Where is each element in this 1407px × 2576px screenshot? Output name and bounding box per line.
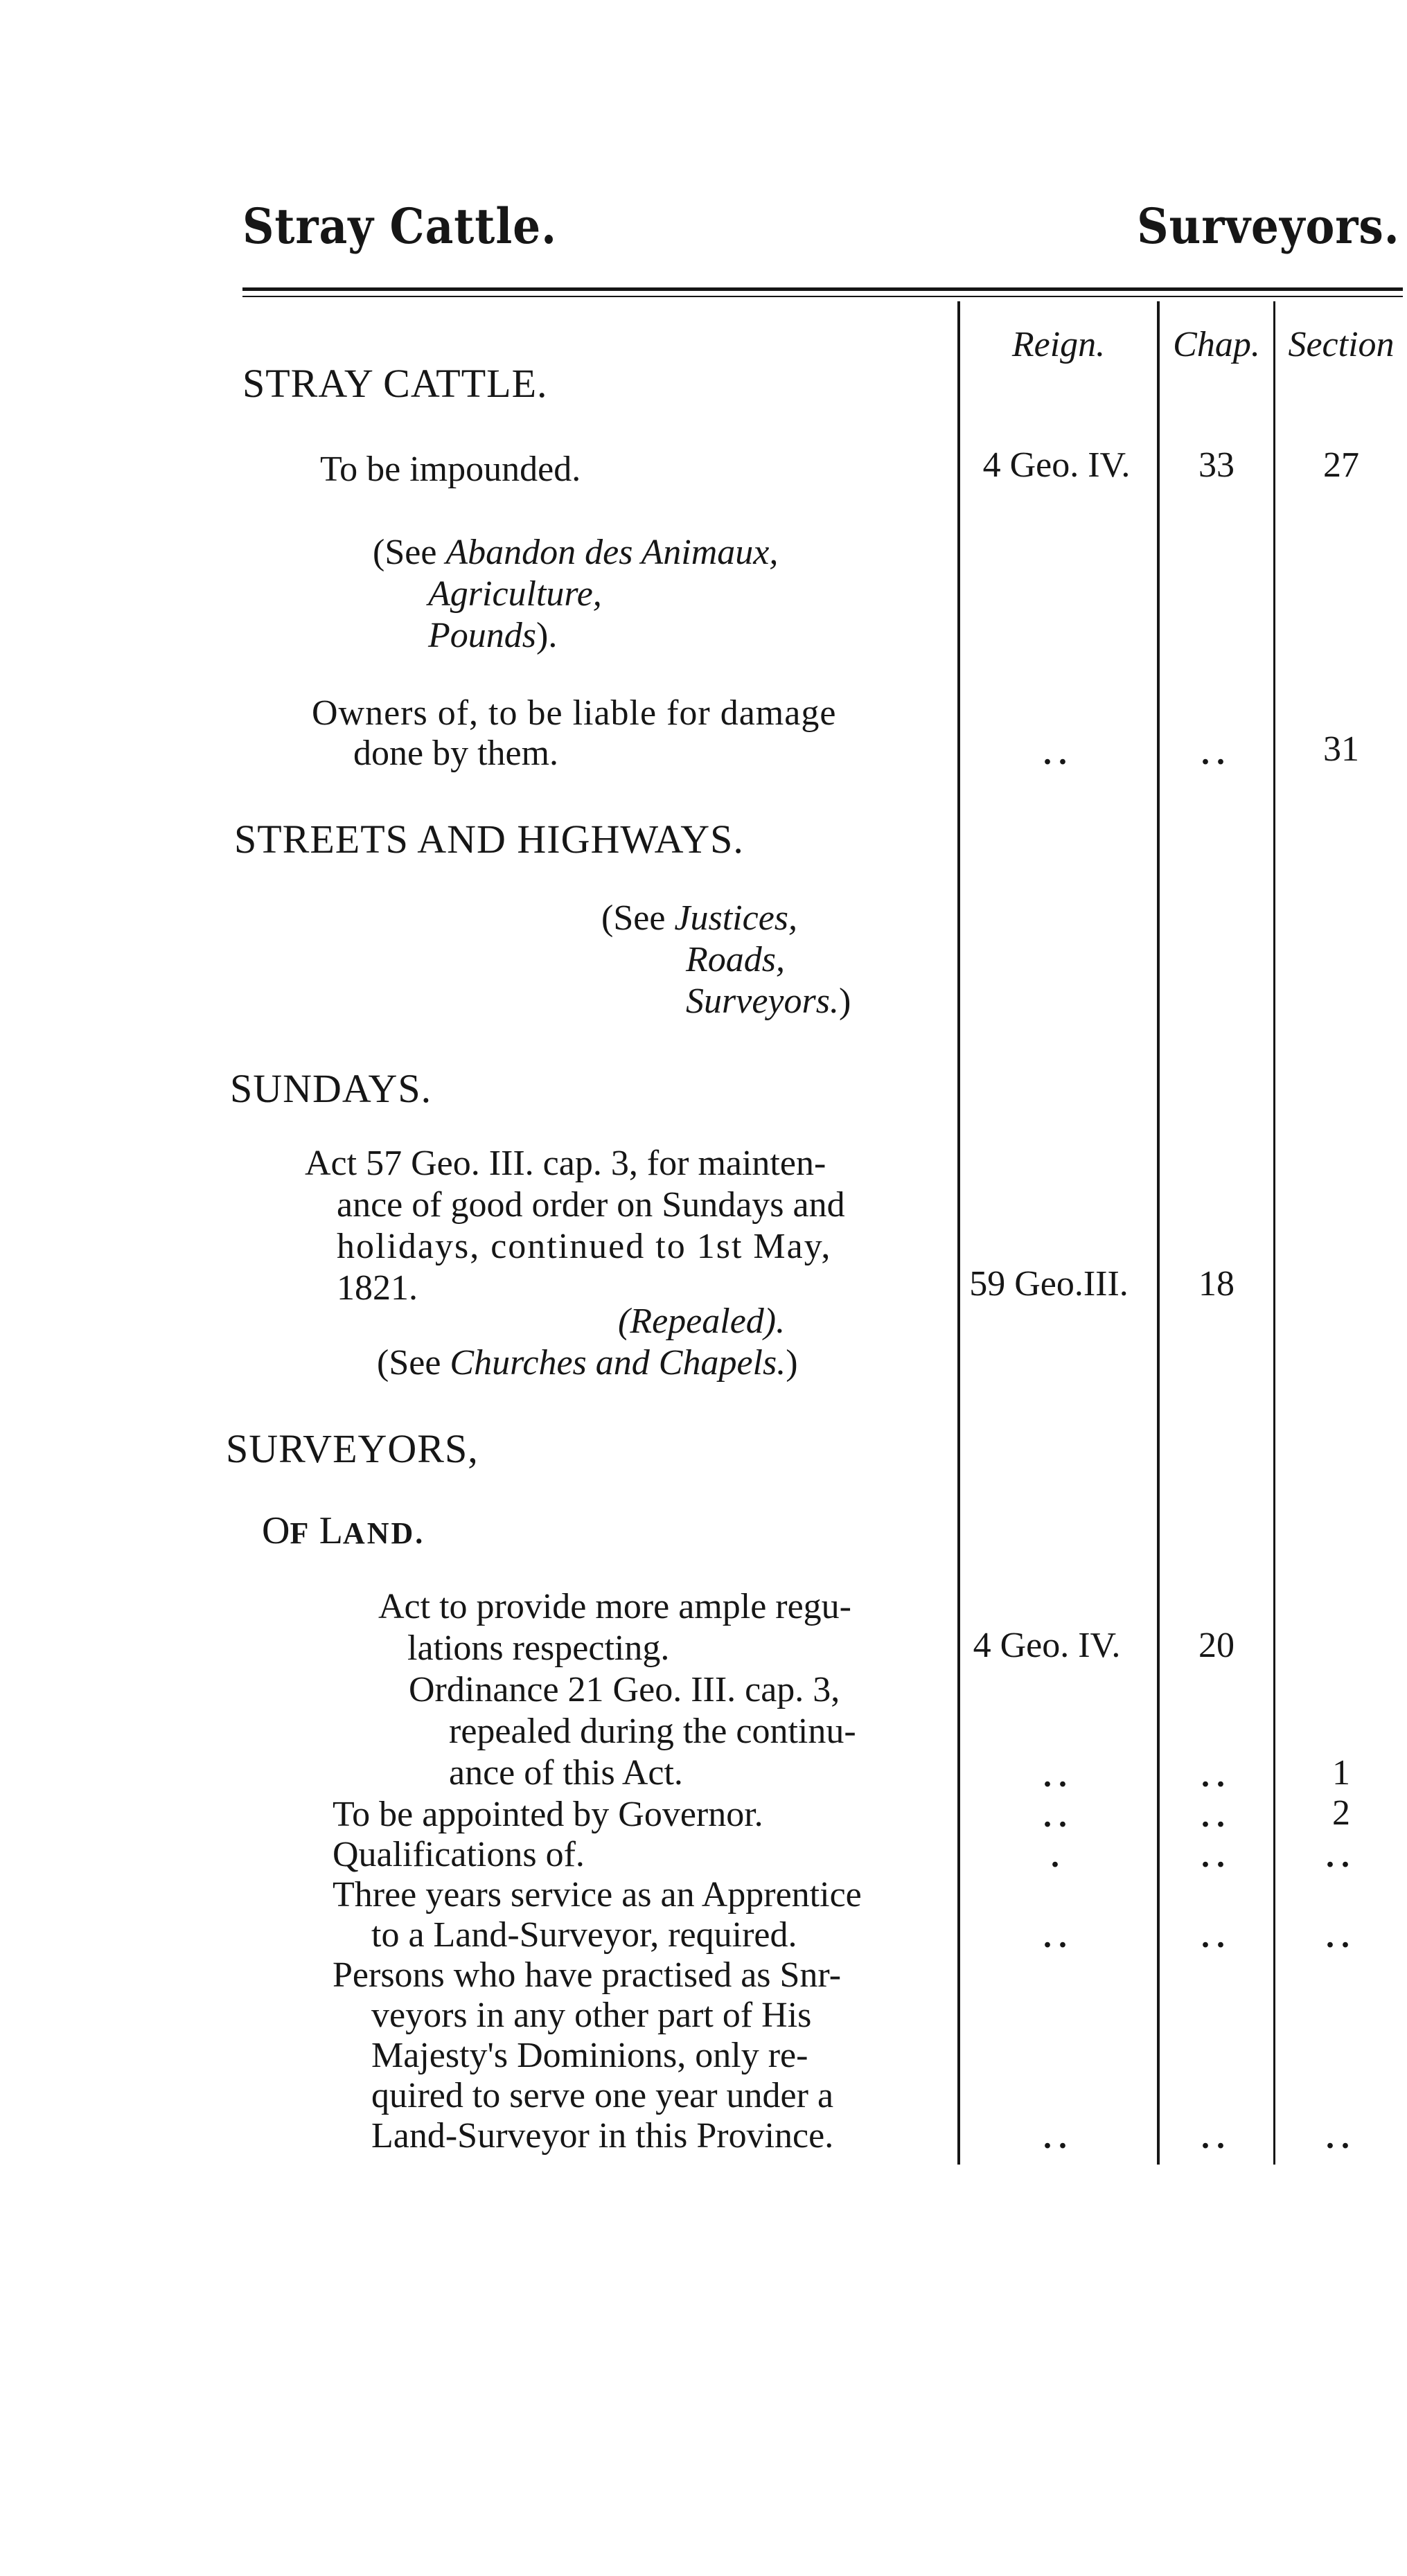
- surveyors-act-reign: 4 Geo. IV.: [973, 1626, 1121, 1665]
- subheading-of-letter-f: F: [290, 1516, 319, 1550]
- surveyors-ordinance-line1: Ordinance 21 Geo. III. cap. 3,: [409, 1670, 840, 1709]
- column-header-section: Section: [1288, 325, 1395, 364]
- heading-streets-highways: STREETS AND HIGHWAYS.: [234, 817, 744, 862]
- sundays-chap: 18: [1198, 1264, 1235, 1304]
- sundays-line3: holidays, continued to 1st May,: [337, 1227, 832, 1266]
- column-header-reign: Reign.: [1011, 325, 1106, 364]
- surveyors-ordinance-line2: repealed during the continu-: [449, 1712, 856, 1751]
- header-rule-thick: [242, 287, 1403, 291]
- header-rule-thin: [242, 296, 1403, 297]
- entry-impounded: To be impounded.: [320, 450, 581, 489]
- qualifications-section: ..: [1326, 1838, 1356, 1874]
- ordinance-section: 1: [1332, 1753, 1350, 1793]
- subheading-land-letter-l: L: [319, 1509, 343, 1552]
- see-roads: Roads,: [686, 940, 785, 979]
- column-divider-section: [1273, 301, 1275, 2165]
- entry-persons-line5: Land-Surveyor in this Province.: [371, 2116, 834, 2156]
- see-prefix: (See: [373, 533, 437, 572]
- see-close: ): [838, 981, 851, 1021]
- see-agriculture: Agriculture,: [428, 574, 602, 614]
- sundays-line2: ance of good order on Sundays and: [337, 1185, 845, 1225]
- see-reference-stray-cattle: [373, 532, 778, 573]
- appointed-chap: ..: [1201, 1797, 1232, 1834]
- surveyors-act-chap: 20: [1198, 1626, 1235, 1665]
- three-years-section: ..: [1326, 1918, 1356, 1955]
- sundays-reign: 59 Geo.III.: [969, 1264, 1129, 1304]
- appointed-reign: ..: [1043, 1797, 1074, 1834]
- impounded-reign: 4 Geo. IV.: [982, 445, 1131, 485]
- see-pounds: Pounds: [428, 616, 536, 655]
- persons-section: ..: [1326, 2119, 1356, 2156]
- owners-chap: ..: [1201, 735, 1232, 772]
- see-reference-streets: [601, 898, 797, 939]
- running-head-right: Surveyors.: [1137, 197, 1400, 255]
- heading-surveyors: SURVEYORS,: [226, 1426, 479, 1471]
- qualifications-reign: .: [1051, 1838, 1066, 1874]
- see-prefix: (See: [601, 898, 666, 938]
- impounded-section: 27: [1323, 445, 1359, 485]
- see-surveyors: Surveyors.: [686, 981, 839, 1021]
- entry-persons-line1: Persons who have practised as Snr-: [333, 1955, 842, 1995]
- sundays-line4: 1821.: [337, 1268, 418, 1308]
- three-years-reign: ..: [1043, 1918, 1074, 1955]
- three-years-chap: ..: [1201, 1918, 1232, 1955]
- heading-sundays: SUNDAYS.: [230, 1066, 432, 1111]
- entry-qualifications: Qualifications of.: [333, 1835, 585, 1874]
- appointed-section: 2: [1332, 1793, 1350, 1833]
- persons-chap: ..: [1201, 2119, 1232, 2156]
- see-churches-and-chapels: Churches and Chapels.: [450, 1343, 786, 1383]
- see-prefix: (See: [377, 1343, 441, 1383]
- ordinance-chap: ..: [1201, 1757, 1232, 1794]
- entry-appointed-by-governor: To be appointed by Governor.: [333, 1795, 763, 1834]
- persons-reign: ..: [1043, 2119, 1074, 2156]
- surveyors-act-line2: lations respecting.: [407, 1628, 670, 1668]
- impounded-chap: 33: [1198, 445, 1235, 485]
- sundays-repealed: (Repealed).: [618, 1302, 786, 1341]
- entry-persons-line2: veyors in any other part of His: [371, 1996, 812, 2035]
- entry-three-years-line2: to a Land-Surveyor, required.: [371, 1915, 797, 1955]
- heading-stray-cattle: STRAY CATTLE.: [242, 361, 548, 406]
- see-surveyors-line: [686, 981, 851, 1022]
- see-justices: Justices,: [674, 898, 798, 938]
- qualifications-chap: ..: [1201, 1838, 1232, 1874]
- see-close: ).: [536, 616, 558, 655]
- surveyors-act-line1: Act to provide more ample regu-: [378, 1587, 851, 1626]
- see-reference-sundays: [377, 1342, 798, 1383]
- column-divider-reign: [957, 301, 960, 2165]
- see-close: ): [786, 1343, 798, 1383]
- subheading-of-land: [262, 1509, 425, 1553]
- surveyors-ordinance-line3: ance of this Act.: [449, 1753, 683, 1793]
- entry-three-years-line1: Three years service as an Apprentice: [333, 1875, 862, 1915]
- column-divider-chap: [1157, 301, 1160, 2165]
- running-head-left: Stray Cattle.: [242, 197, 557, 255]
- entry-owners-line1: Owners of, to be liable for damage: [312, 693, 837, 733]
- entry-owners-line2: done by them.: [353, 734, 559, 773]
- subheading-of-letter-o: O: [262, 1509, 290, 1552]
- sundays-line1: Act 57 Geo. III. cap. 3, for mainten-: [305, 1144, 826, 1183]
- see-abandon-des-animaux: Abandon des Animaux,: [445, 533, 779, 572]
- ordinance-reign: ..: [1043, 1757, 1074, 1794]
- see-pounds-line: [428, 615, 557, 656]
- column-header-chap: Chap.: [1173, 325, 1260, 364]
- subheading-land-rest: AND.: [342, 1516, 425, 1550]
- entry-persons-line4: quired to serve one year under a: [371, 2076, 834, 2115]
- owners-reign: ..: [1043, 735, 1074, 772]
- entry-persons-line3: Majesty's Dominions, only re-: [371, 2036, 808, 2075]
- owners-section: 31: [1323, 729, 1359, 769]
